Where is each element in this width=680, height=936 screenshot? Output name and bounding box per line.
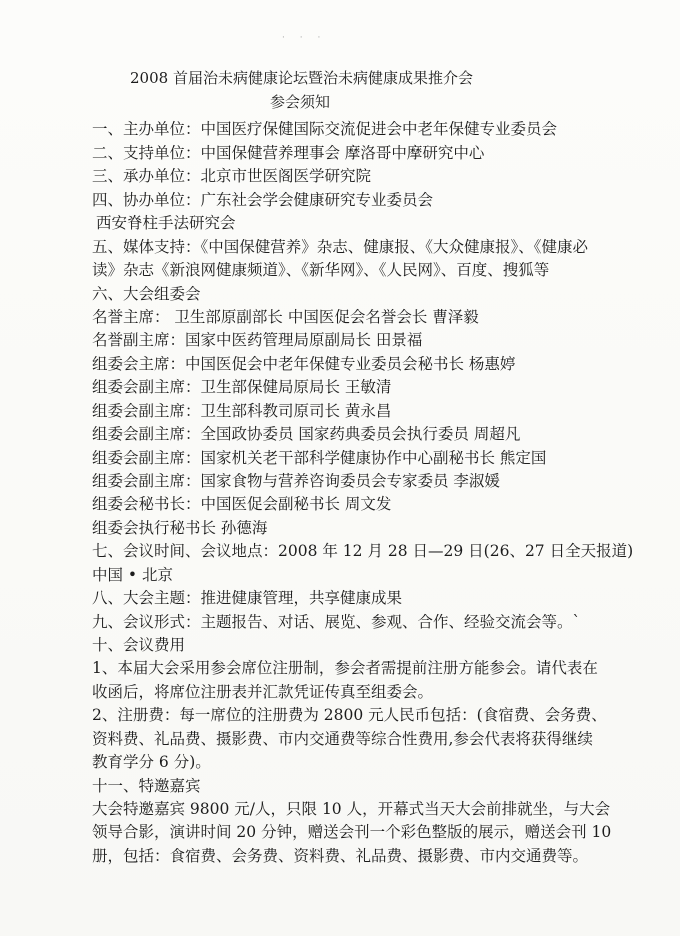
text-line: 组委会副主席：卫生部保健局原局长 王敏清	[92, 378, 392, 396]
text-line: 资料费、礼品费、摄影费、市内交通费等综合性费用,参会代表将获得继续	[92, 730, 593, 748]
scan-marks: · · ·	[282, 33, 327, 43]
text-line: 七、会议时间、会议地点：2008 年 12 月 28 日—29 日(26、27 日全天报道)	[92, 542, 634, 560]
text-line: 大会特邀嘉宾 9800 元/人，只限 10 人，开幕式当天大会前排就坐，与大会	[92, 800, 611, 818]
text-line: 2、注册费：每一席位的注册费为 2800 元人民币包括：(食宿费、会务费、	[92, 706, 607, 724]
text-line: 组委会副主席：卫生部科教司原司长 黄永昌	[92, 402, 392, 420]
text-line: 组委会副主席：国家食物与营养咨询委员会专家委员 李淑媛	[92, 472, 500, 490]
text-line: 组委会副主席：国家机关老干部科学健康协作中心副秘书长 熊定国	[92, 449, 547, 467]
text-line: 中国 • 北京	[92, 566, 173, 584]
text-line: 名誉主席： 卫生部原副部长 中国医促会名誉会长 曹泽毅	[92, 308, 479, 326]
document-title: 2008 首届治未病健康论坛暨治未病健康成果推介会	[130, 69, 473, 87]
text-line: 三、承办单位：北京市世医阁医学研究院	[92, 167, 372, 185]
text-line: 组委会副主席：全国政协委员 国家药典委员会执行委员 周超凡	[92, 425, 521, 443]
text-line: 六、大会组委会	[92, 285, 201, 303]
text-line: 九、会议形式：主题报告、对话、展览、参观、合作、经验交流会等。`	[92, 613, 581, 631]
text-line: 读》杂志《新浪网健康频道》、《新华网》、《人民网》、百度、搜狐等	[92, 261, 550, 279]
text-line: 组委会秘书长：中国医促会副秘书长 周文发	[92, 495, 392, 513]
text-line: 五、媒体支持：《中国保健营养》杂志、健康报、《大众健康报》、《健康必	[92, 238, 589, 256]
text-line: 组委会执行秘书长 孙德海	[92, 519, 268, 537]
text-line: 收函后，将席位注册表并汇款凭证传真至组委会。	[92, 683, 434, 701]
text-line: 十、会议费用	[92, 636, 186, 654]
text-line: 四、协办单位：广东社会学会健康研究专业委员会	[92, 191, 434, 209]
text-line: 组委会主席：中国医促会中老年保健专业委员会秘书长 杨惠婷	[92, 355, 516, 373]
text-line: 册，包括：食宿费、会务费、资料费、礼品费、摄影费、市内交通费等。	[92, 847, 589, 865]
text-line: 一、主办单位：中国医疗保健国际交流促进会中老年保健专业委员会	[92, 120, 558, 138]
document-subtitle: 参会须知	[270, 93, 331, 111]
text-line: 1、本届大会采用参会席位注册制，参会者需提前注册方能参会。请代表在	[92, 659, 598, 677]
text-line: 西安脊柱手法研究会	[96, 214, 236, 232]
text-line: 二、支持单位：中国保健营养理事会 摩洛哥中摩研究中心	[92, 144, 485, 162]
text-line: 名誉副主席：国家中医药管理局原副局长 田景福	[92, 331, 423, 349]
text-line: 十一、特邀嘉宾	[92, 777, 201, 795]
text-line: 领导合影，演讲时间 20 分钟，赠送会刊一个彩色整版的展示，赠送会刊 10	[92, 823, 612, 841]
text-line: 八、大会主题：推进健康管理，共享健康成果	[92, 589, 403, 607]
text-line: 教育学分 6 分)。	[92, 753, 211, 771]
